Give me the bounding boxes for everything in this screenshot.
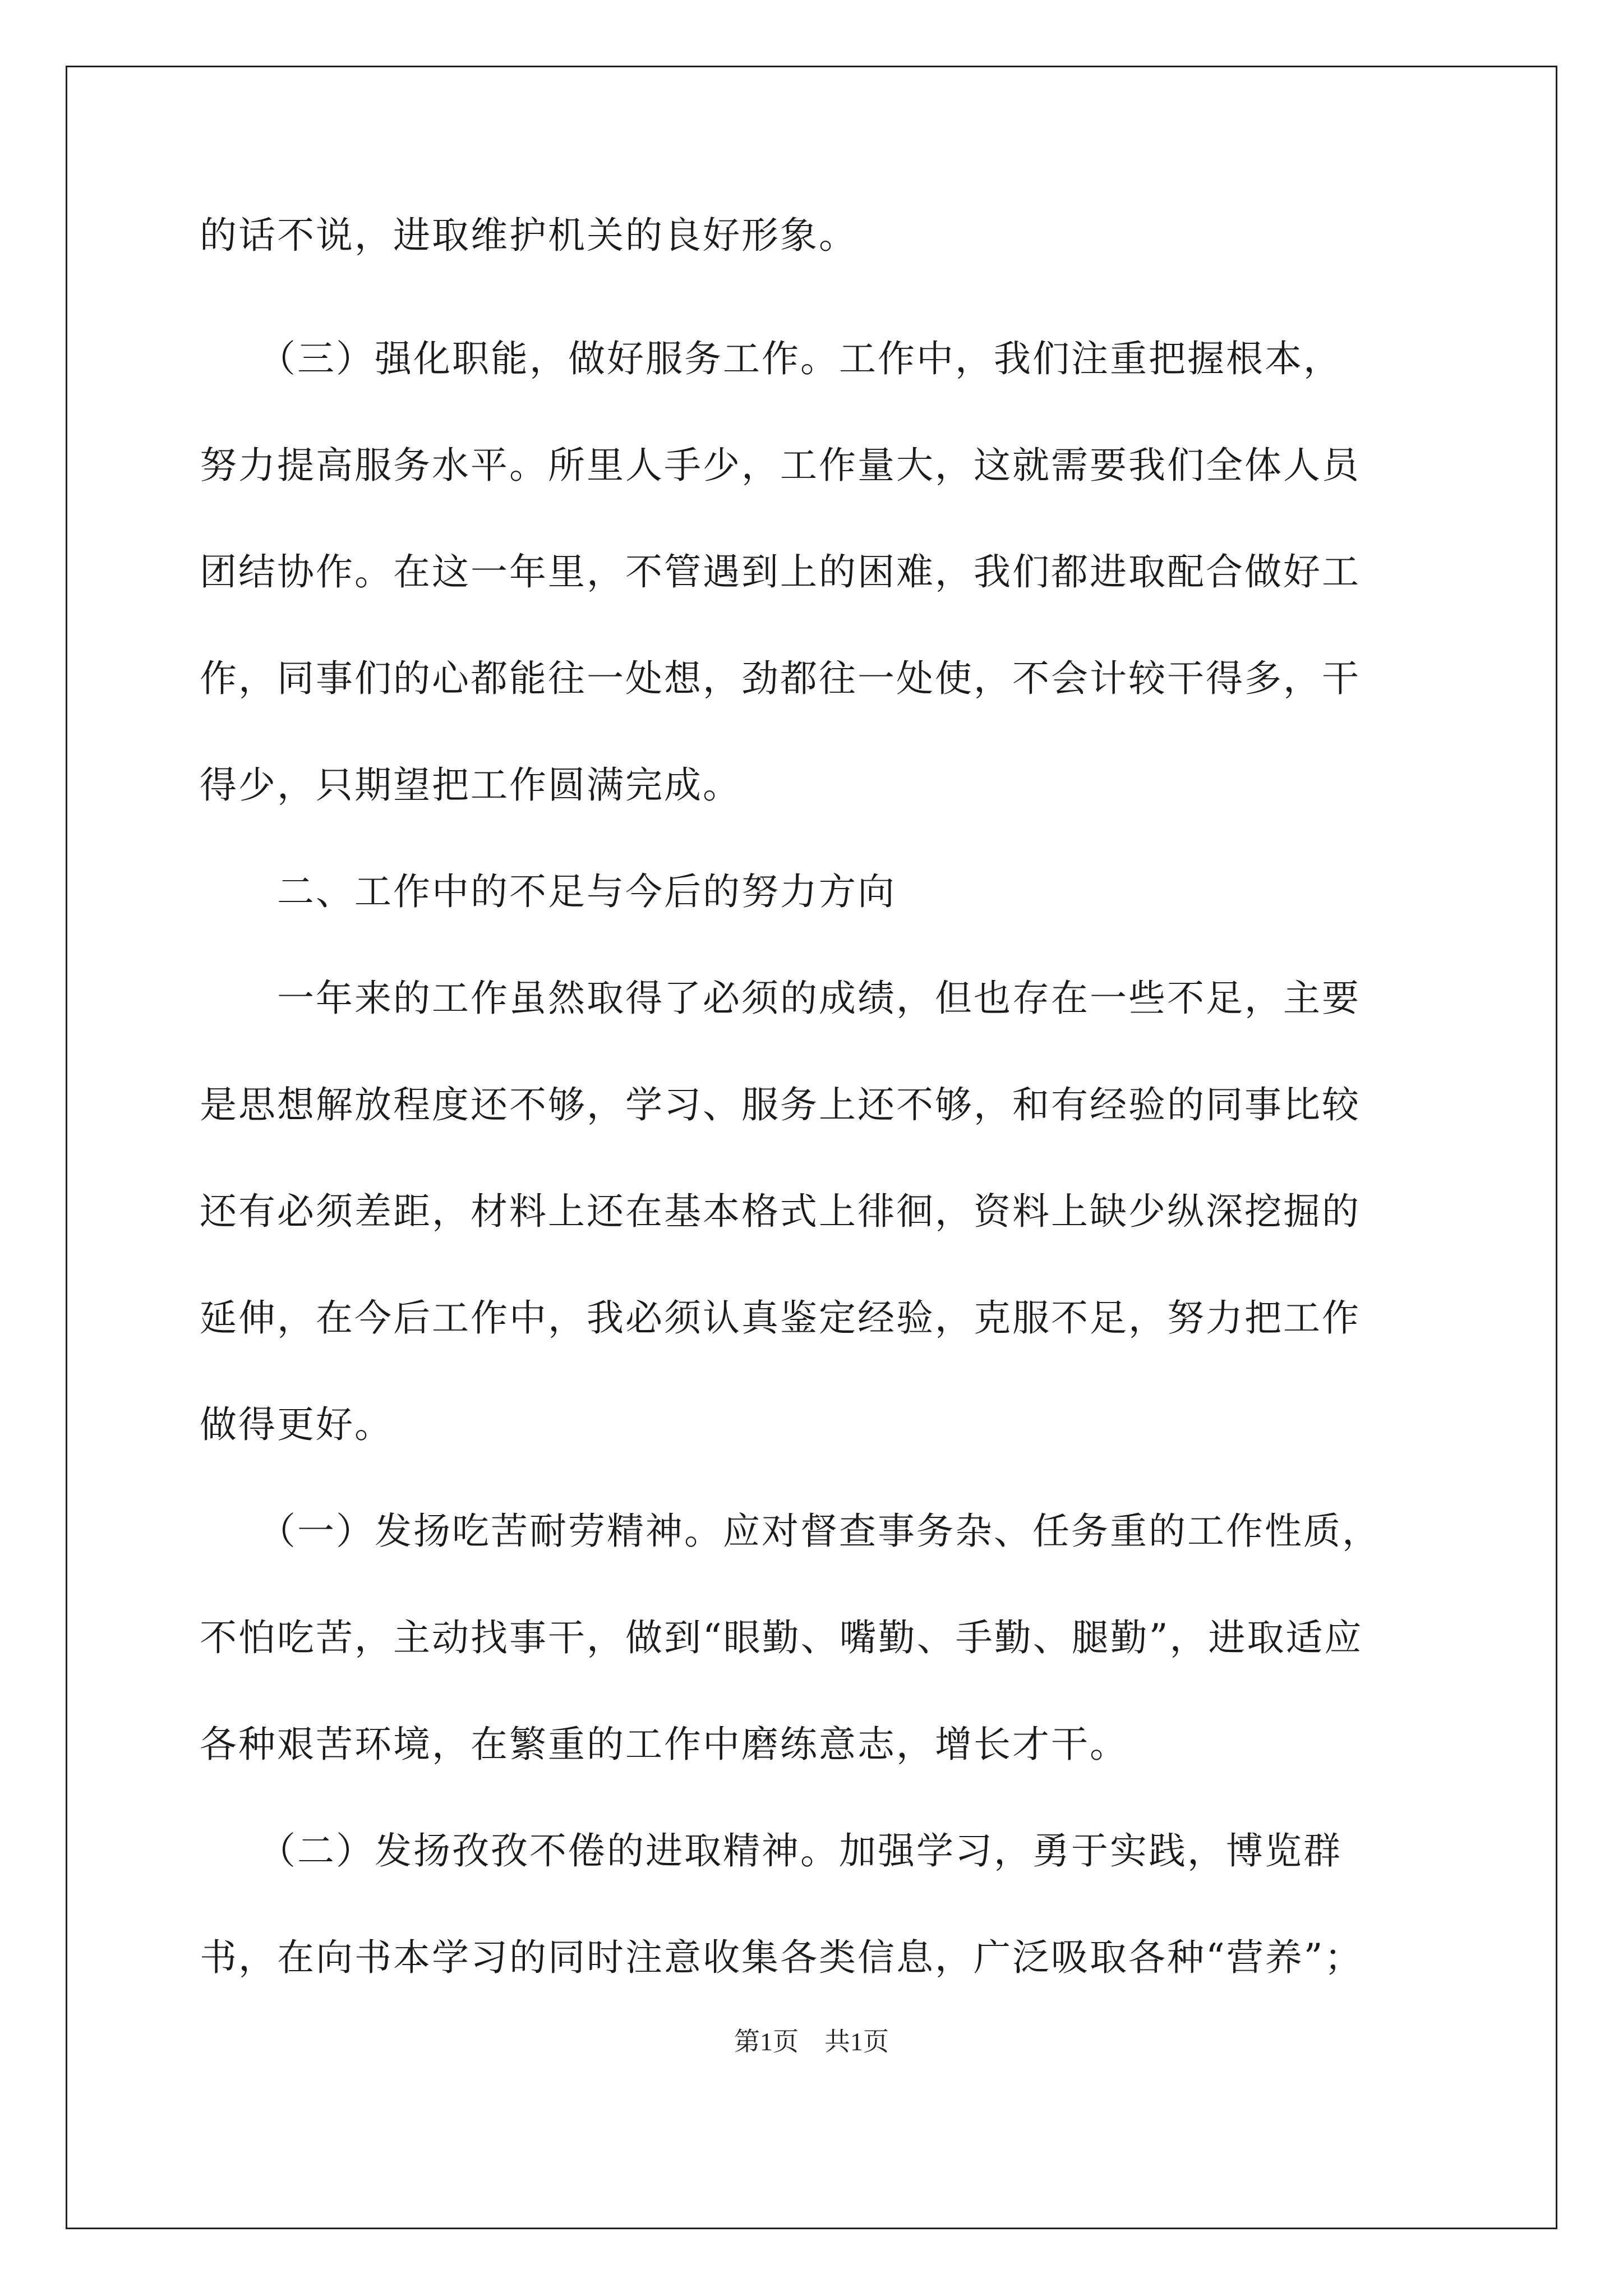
page-footer bbox=[0, 2025, 1623, 2059]
section-heading: 二、工作中的不足与今后的努力方向 bbox=[200, 870, 896, 913]
text-line: 各种艰苦环境，在繁重的工作中磨练意志，增长才干。 bbox=[200, 1723, 1128, 1766]
text-line: 还有必须差距，材料上还在基本格式上徘徊，资料上缺少纵深挖掘的 bbox=[200, 1190, 1361, 1233]
text-line: 延伸，在今后工作中，我必须认真鉴定经验，克服不足，努力把工作 bbox=[200, 1296, 1361, 1340]
text-line: 的话不说，进取维护机关的良好形象。 bbox=[200, 214, 857, 257]
text-line: （二）发扬孜孜不倦的进取精神。加强学习，勇于实践，博览群 bbox=[200, 1829, 1342, 1872]
text-line: （一）发扬吃苦耐劳精神。应对督查事务杂、任务重的工作性质， bbox=[200, 1510, 1381, 1553]
page-border bbox=[66, 66, 1557, 2229]
page-total: 共1页 bbox=[824, 2027, 889, 2056]
text-line: 一年来的工作虽然取得了必须的成绩，但也存在一些不足，主要 bbox=[200, 977, 1361, 1020]
text-line: 得少，只期望把工作圆满完成。 bbox=[200, 763, 741, 807]
text-line: 是思想解放程度还不够，学习、服务上还不够，和有经验的同事比较 bbox=[200, 1083, 1361, 1126]
text-line: 做得更好。 bbox=[200, 1403, 393, 1446]
text-line: 努力提高服务水平。所里人手少，工作量大，这就需要我们全体人员 bbox=[200, 444, 1361, 487]
page-number: 第1页 bbox=[734, 2027, 799, 2056]
text-line: 不怕吃苦，主动找事干，做到“眼勤、嘴勤、手勤、腿勤”，进取适应 bbox=[200, 1616, 1363, 1659]
text-line: （三）强化职能，做好服务工作。工作中，我们注重把握根本， bbox=[200, 337, 1342, 380]
text-line: 书，在向书本学习的同时注意收集各类信息，广泛吸取各种“营养”； bbox=[200, 1936, 1363, 1979]
text-line: 作，同事们的心都能往一处想，劲都往一处使，不会计较干得多，干 bbox=[200, 657, 1361, 700]
text-line: 团结协作。在这一年里，不管遇到上的困难，我们都进取配合做好工 bbox=[200, 550, 1361, 593]
